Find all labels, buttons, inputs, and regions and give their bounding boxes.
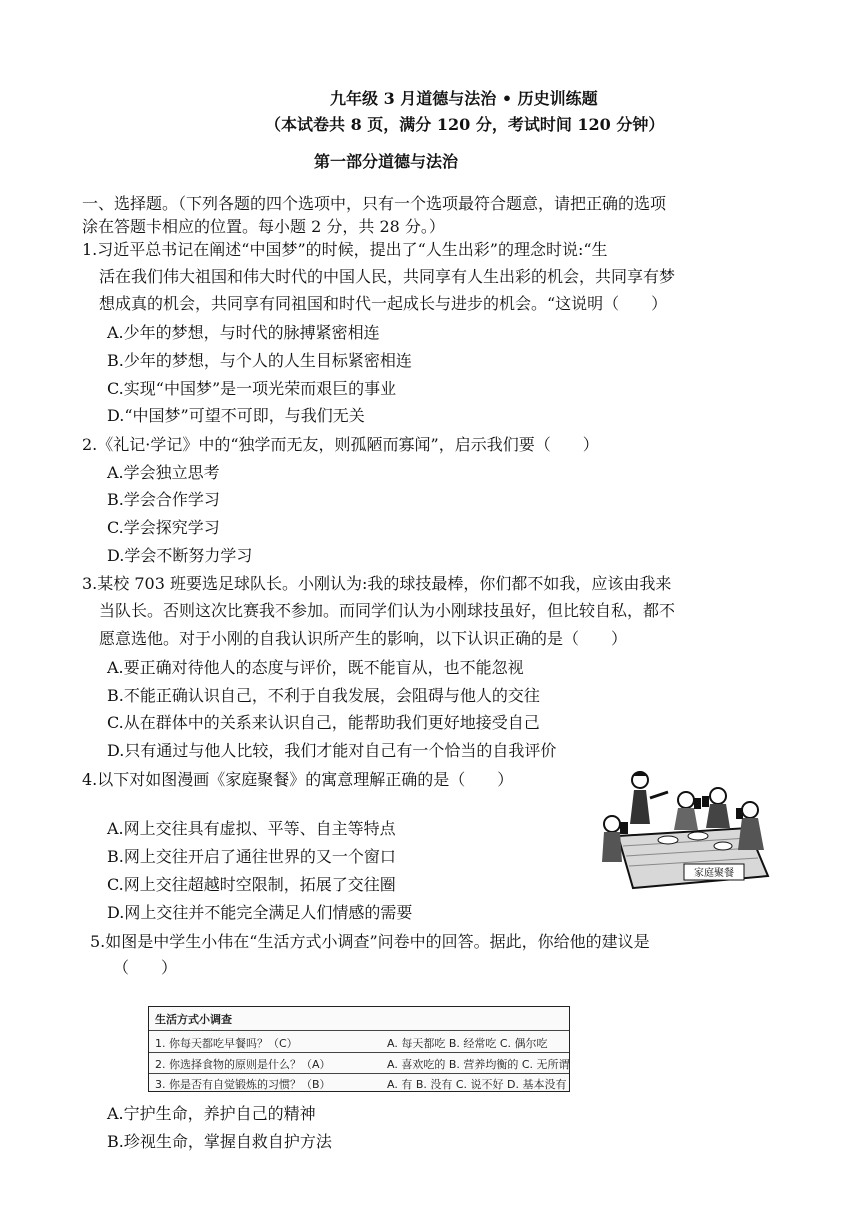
option-c: C.实现“中国梦”是一项光荣而艰巨的事业 xyxy=(107,379,397,398)
option-d: D.网上交往并不能完全满足人们情感的需要 xyxy=(107,903,413,922)
cartoon-caption: 家庭聚餐 xyxy=(694,868,734,879)
survey-divider xyxy=(149,1052,569,1053)
option-c: C.从在群体中的关系来认识自己，能帮助我们更好地接受自己 xyxy=(107,713,540,732)
section-instruction-line2: 涂在答题卡相应的位置。每小题 2 分，共 28 分。） xyxy=(82,217,445,236)
option-b: B.不能正确认识自己，不利于自我发展，会阻碍与他人的交往 xyxy=(107,686,540,705)
option-d: D.只有通过与他人比较，我们才能对自己有一个恰当的自我评价 xyxy=(107,741,557,760)
option-a: A.宁护生命，养护自己的精神 xyxy=(107,1104,316,1123)
part-heading: 第一部分道德与法治 xyxy=(314,152,459,171)
section-instruction-line1: 一、选择题。（下列各题的四个选项中，只有一个选项最符合题意，请把正确的选项 xyxy=(82,194,667,213)
option-a: A.要正确对待他人的态度与评价，既不能盲从，也不能忽视 xyxy=(107,658,524,677)
option-c: C.学会探究学习 xyxy=(107,518,220,537)
question-stem-line: 4.以下对如图漫画《家庭聚餐》的寓意理解正确的是（ ） xyxy=(82,770,514,789)
option-c: C.网上交往超越时空限制，拓展了交往圈 xyxy=(107,875,396,894)
option-a: A.网上交往具有虚拟、平等、自主等特点 xyxy=(107,819,396,838)
question-stem-line: 3.某校 703 班要选足球队长。小刚认为:我的球技最棒，你们都不如我，应该由我来 xyxy=(82,574,672,593)
question-stem-line: 5.如图是中学生小伟在“生活方式小调查”问卷中的回答。据此，你给他的建议是 xyxy=(90,932,650,951)
question-stem-line: 愿意选他。对于小刚的自我认识所产生的影响，以下认识正确的是（ ） xyxy=(99,629,628,648)
survey-question: 3. 你是否有自觉锻炼的习惯？（B） xyxy=(155,1078,331,1091)
lifestyle-survey-image xyxy=(148,1006,570,1092)
exam-title: 九年级 3 月道德与法治 • 历史训练题 xyxy=(330,89,598,108)
question-stem-line: 当队长。否则这次比赛我不参加。而同学们认为小刚球技虽好，但比较自私，都不 xyxy=(99,601,676,620)
survey-options: A. 喜欢吃的 B. 营养均衡的 C. 无所谓 xyxy=(387,1058,570,1071)
option-d: D.“中国梦”可望不可即，与我们无关 xyxy=(107,406,365,425)
survey-divider xyxy=(149,1030,569,1031)
question-stem-line: 1.习近平总书记在阐述“中国梦”的时候，提出了“人生出彩”的理念时说:“生 xyxy=(82,240,608,259)
question-stem-line: 想成真的机会，共同享有同祖国和时代一起成长与进步的机会。“这说明（ ） xyxy=(99,294,668,313)
family-dinner-cartoon xyxy=(598,766,772,892)
option-a: A.学会独立思考 xyxy=(107,463,220,482)
option-d: D.学会不断努力学习 xyxy=(107,546,253,565)
question-stem-line: 2.《礼记·学记》中的“独学而无友，则孤陋而寡闻”，启示我们要（ ） xyxy=(82,435,599,454)
option-b: B.珍视生命，掌握自救自护方法 xyxy=(107,1132,332,1151)
survey-options: A. 每天都吃 B. 经常吃 C. 偶尔吃 xyxy=(387,1037,548,1050)
option-b: B.少年的梦想，与个人的人生目标紧密相连 xyxy=(107,351,412,370)
option-b: B.网上交往开启了通往世界的又一个窗口 xyxy=(107,847,396,866)
question-stem-line: （ ） xyxy=(113,958,178,977)
exam-subtitle: （本试卷共 8 页，满分 120 分，考试时间 120 分钟） xyxy=(265,115,665,134)
survey-options: A. 有 B. 没有 C. 说不好 D. 基本没有 xyxy=(387,1078,567,1091)
option-a: A.少年的梦想，与时代的脉搏紧密相连 xyxy=(107,323,380,342)
survey-question: 2. 你选择食物的原则是什么？（A） xyxy=(155,1058,331,1071)
option-b: B.学会合作学习 xyxy=(107,490,220,509)
survey-question: 1. 你每天都吃早餐吗？（C） xyxy=(155,1037,298,1050)
survey-title: 生活方式小调查 xyxy=(155,1013,232,1026)
survey-divider xyxy=(149,1073,569,1074)
question-stem-line: 活在我们伟大祖国和伟大时代的中国人民，共同享有人生出彩的机会，共同享有梦 xyxy=(99,267,676,286)
